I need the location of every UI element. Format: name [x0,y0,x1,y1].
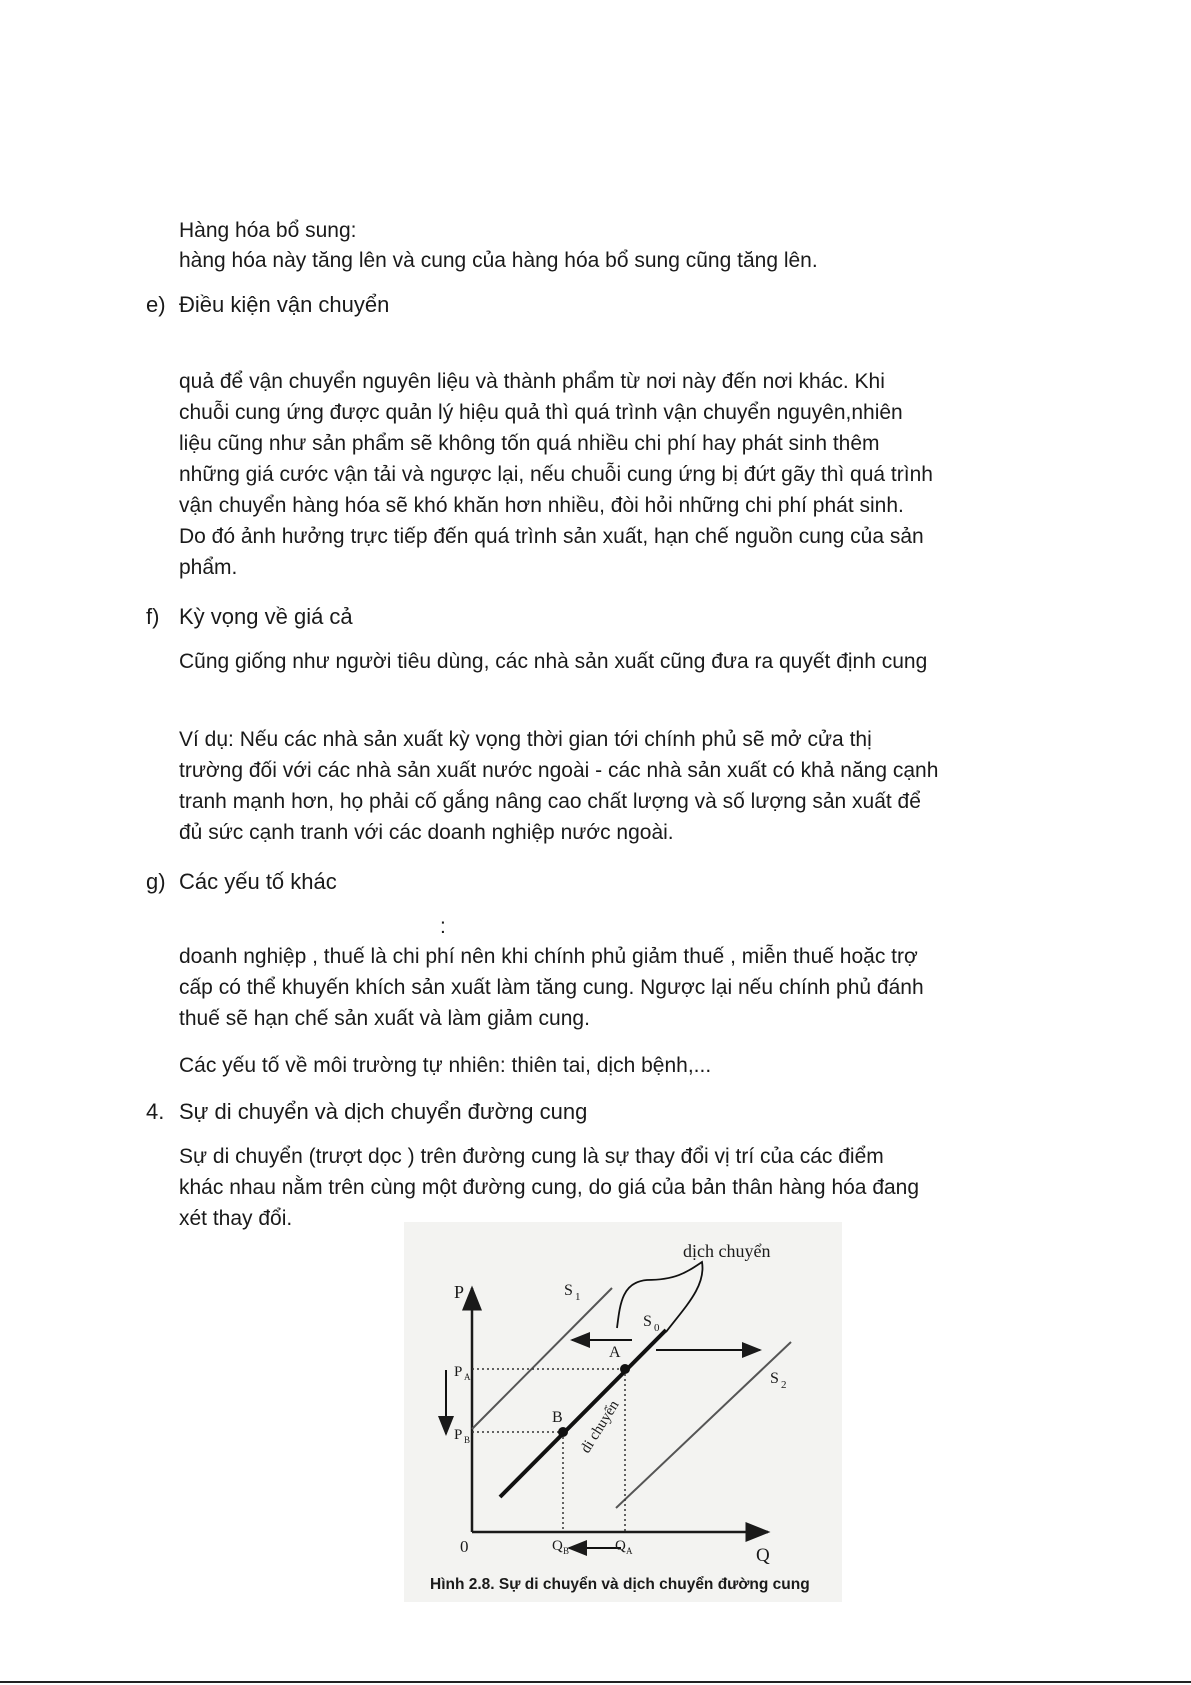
body-line: cấp có thể khuyến khích sản xuất làm tăng cung. Ngược lại nếu chính phủ đánh [179,976,924,999]
axis-p-label: P [454,1282,465,1302]
body-line: vận chuyển hàng hóa sẽ khó khăn hơn nhiều, đòi hỏi những chi phí phát sinh. [179,494,904,517]
body-line: Cũng giống như người tiêu dùng, các nhà sản xuất cũng đưa ra quyết định cung [179,650,928,673]
body-line: khác nhau nằm trên cùng một đường cung, do giá của bản thân hàng hóa đang [179,1176,920,1199]
qa-subscript: A [626,1546,633,1556]
point-b-marker [558,1427,568,1437]
list-marker: g) [146,869,166,894]
qa-label: Q [615,1538,626,1554]
body-line: hàng hóa này tăng lên và cung của hàng hóa bổ sung cũng tăng lên. [179,249,818,272]
stray-colon: : [440,915,446,938]
s0-label: S [643,1313,652,1330]
axis-q-label: Q [756,1545,770,1566]
body-line: thuế sẽ hạn chế sản xuất và làm giảm cung. [179,1007,590,1030]
section-heading-price-expectation: Kỳ vọng về giá cả [179,604,353,629]
body-line: đủ sức cạnh tranh với các doanh nghiệp nước ngoài. [179,821,674,844]
body-line: doanh nghiệp , thuế là chi phí nên khi chính phủ giảm thuế , miễn thuế hoặc trợ [179,945,918,968]
body-line: Sự di chuyển (trượt dọc ) trên đường cung là sự thay đổi vị trí của các điểm [179,1145,884,1168]
s1-subscript: 1 [575,1291,581,1303]
supply-curve-s2 [616,1342,791,1508]
qb-subscript: B [563,1546,570,1556]
pb-label: P [454,1427,463,1443]
list-marker: 4. [146,1099,165,1124]
shift-brace [617,1262,703,1332]
pa-subscript: A [464,1372,471,1382]
body-line: Ví dụ: Nếu các nhà sản xuất kỳ vọng thời gian tới chính phủ sẽ mở cửa thị [179,728,872,751]
list-marker: e) [146,292,166,317]
body-line: chuỗi cung ứng được quản lý hiệu quả thì quá trình vận chuyển nguyên,nhiên [179,401,903,424]
point-a-label: A [609,1344,621,1361]
point-a-marker [620,1364,630,1374]
s0-subscript: 0 [654,1322,660,1334]
s2-subscript: 2 [781,1379,787,1391]
section-heading-transport: Điều kiện vận chuyển [179,292,390,317]
supply-curve-s0 [500,1330,666,1497]
body-line: Do đó ảnh hưởng trực tiếp đến quá trình sản xuất, hạn chế nguồn cung của sản [179,525,924,548]
figure-caption: Hình 2.8. Sự di chuyển và dịch chuyển đường cung [430,1576,810,1593]
body-line: phẩm. [179,556,238,579]
body-line: tranh mạnh hơn, họ phải cố gắng nâng cao chất lượng và số lượng sản xuất để [179,790,921,813]
body-line: những giá cước vận tải và ngược lại, nếu chuỗi cung ứng bị đứt gãy thì quá trình [179,463,933,486]
complementary-goods-heading: Hàng hóa bổ sung: [179,219,357,242]
list-marker: f) [146,604,160,629]
pb-subscript: B [464,1435,471,1445]
body-line: xét thay đổi. [179,1207,293,1230]
pa-label: P [454,1364,463,1380]
section-heading-supply-shift: Sự di chuyển và dịch chuyển đường cung [179,1099,588,1124]
body-line: Các yếu tố về môi trường tự nhiên: thiên tai, dịch bệnh,... [179,1054,712,1077]
body-line: trường đối với các nhà sản xuất nước ngoài - các nhà sản xuất có khả năng cạnh [179,759,939,782]
qb-label: Q [552,1538,563,1554]
body-line: liệu cũng như sản phẩm sẽ không tốn quá nhiều chi phí hay phát sinh thêm [179,432,880,455]
s2-label: S [770,1370,779,1387]
section-heading-other-factors: Các yếu tố khác [179,869,337,894]
shift-label: dịch chuyển [683,1241,771,1261]
body-line: quả để vận chuyển nguyên liệu và thành phẩm từ nơi này đến nơi khác. Khi [179,370,885,393]
s1-label: S [564,1282,573,1299]
origin-label: 0 [460,1537,469,1556]
page-bottom-rule [0,1681,1191,1683]
move-label: di chuyển [577,1397,623,1457]
supply-shift-figure [404,1222,842,1602]
point-b-label: B [552,1409,563,1426]
